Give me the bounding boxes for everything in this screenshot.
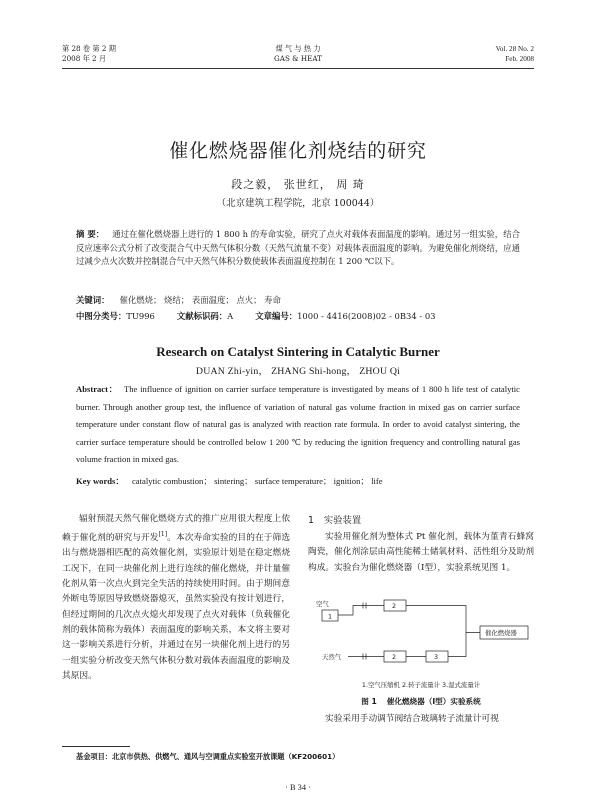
figure-legend: 1.空气压缩机 2.转子流量计 3.湿式流量计 bbox=[361, 681, 481, 689]
volume-issue: 第 28 卷 第 2 期 bbox=[62, 44, 116, 53]
keywords-cn-label: 关键词： bbox=[76, 295, 110, 305]
publication-date: 2008 年 2 月 bbox=[62, 54, 107, 63]
funding-footnote bbox=[76, 752, 536, 762]
section-number: 1 bbox=[308, 515, 314, 526]
label-burner: 催化燃烧器 bbox=[485, 629, 517, 637]
keywords-cn bbox=[76, 294, 520, 306]
footnote-text: 北京市供热、供燃气、通风与空调重点实验室开放课题（KF200601） bbox=[111, 752, 340, 761]
label-box-1: 1 bbox=[328, 612, 333, 621]
keywords-en-label: Key words： bbox=[76, 476, 124, 486]
footnote-label: 基金项目： bbox=[76, 752, 112, 761]
abstract-cn-label: 摘 要： bbox=[76, 229, 105, 239]
keywords-cn-text: 催化燃烧； 烧结； 表面温度； 点火； 寿命 bbox=[119, 295, 281, 305]
footnote-divider bbox=[62, 746, 130, 747]
page-number: · B 34 · bbox=[285, 783, 311, 792]
section-paragraph: 实验用催化剂为整体式 Pt 催化剂，载体为堇青石蜂窝陶瓷，催化剂涂层由高性能稀土储氧材料、活性组分及助剂构成。实验台为催化燃烧器（Ⅰ型），实验系统见图 1。 bbox=[308, 532, 534, 573]
section-paragraph-continued: 实验采用手动调节阀结合玻璃转子流量计可视 bbox=[325, 714, 499, 724]
abstract-en-text: The influence of ignition on carrier surface temperature is investigated by means of 1 800 h life test of catalytic burner. Through another group test, the influence of variation of natural gas volume fraction in mixed gas on carrier surface temperature under constant flow of natural gas is analyzed with reaction rate formula. In order to avoid catalyst sintering, the carrier surface temperature should be controlled below 1 200 ℃ by reducing the ignition frequency and controlling natural gas volume fraction in mixed gas. bbox=[76, 384, 520, 464]
keywords-en-text: catalytic combustion； sintering； surface temperature； ignition； life bbox=[131, 476, 383, 486]
gas-outlet-pipe bbox=[448, 633, 466, 657]
article-no-label: 文章编号： bbox=[255, 311, 298, 321]
intro-text-part1: 辐射预混天然气催化燃烧方式的推广应用很大程度上依赖于催化剂的研究与开发 bbox=[62, 514, 290, 544]
abstract-cn bbox=[76, 228, 520, 269]
authors-cn: 段之毅， 张世红， 周 琦 bbox=[231, 178, 365, 191]
affiliation-cn: （北京建筑工程学院，北京 100044） bbox=[216, 198, 380, 209]
intro-text-part2: 。本次寿命实验的目的在于筛选出与燃烧器相匹配的高效催化剂，实验原计划是在稳定燃烧工况下，在同一块催化剂上进行连续的催化燃烧，并计量催化剂从第一次点火到完全失活的持续使用时间。由于期间意外断电等原因导致燃烧器熄灭，虽然实验没有按计划进行，但经过期间的几次点火熄火却发现了点火对载体（负载催化剂的载体简称为载体）表面温度的影响关系，本文将主要对这一影响关系进行分析，并通过在另一块催化剂上进行的另一组实验分析改变天然气体积分数对载体表面温度的影响及其原因。 bbox=[62, 533, 291, 681]
journal-name-en: GAS & HEAT bbox=[274, 54, 322, 63]
publication-date-en: Feb. 2008 bbox=[505, 55, 534, 63]
figure-caption-text: 催化燃烧器（Ⅰ型）实验系统 bbox=[386, 697, 481, 706]
air-outlet-pipe bbox=[406, 606, 480, 633]
abstract-en bbox=[76, 381, 520, 469]
doc-code-label: 文献标识码： bbox=[176, 311, 228, 321]
keywords-en bbox=[76, 475, 520, 487]
running-header-right bbox=[496, 44, 534, 64]
experimental-system-diagram bbox=[308, 596, 534, 676]
abstract-cn-text: 通过在催化燃烧器上进行的 1 800 h 的寿命实验，研究了点火对载体表面温度的影响。通过另一组实验，结合反应速率公式分析了改变混合气中天然气体积分数（天然气流量不变）对载体表面温度的影响。为避免催化剂烧结，应通过减少点火次数并控制混合气中天然气体积分数使载体表面温度控制在 1 200 ℃以下。 bbox=[76, 229, 521, 267]
paper-title-en: Research on Catalyst Sintering in Catalytic Burner bbox=[156, 344, 440, 359]
air-pipe bbox=[338, 606, 384, 616]
figure-number: 图 1 bbox=[361, 697, 377, 706]
section-title: 实验装置 bbox=[323, 515, 362, 526]
intro-paragraph bbox=[62, 512, 290, 684]
journal-name-cn: 煤 气 与 热 力 bbox=[275, 44, 321, 53]
authors-en: DUAN Zhi-yin， ZHANG Shi-hong， ZHOU Qi bbox=[195, 366, 401, 377]
clc-value: TU996 bbox=[126, 311, 155, 321]
article-no-value: 1000 - 4416(2008)02 - 0B34 - 03 bbox=[297, 311, 436, 321]
label-box-2-top: 2 bbox=[392, 602, 397, 610]
label-box-2-bottom: 2 bbox=[392, 653, 397, 661]
label-box-3: 3 bbox=[434, 653, 439, 661]
abstract-en-label: Abstract： bbox=[76, 384, 118, 394]
label-air: 空气 bbox=[316, 600, 329, 608]
section-heading bbox=[308, 512, 534, 526]
clc-label: 中图分类号： bbox=[76, 311, 127, 321]
volume-issue-en: Vol. 28 No. 2 bbox=[495, 45, 534, 53]
figure-caption bbox=[308, 696, 534, 707]
label-natural-gas: 天然气 bbox=[322, 653, 342, 661]
paper-title-cn: 催化燃烧器催化剂烧结的研究 bbox=[169, 140, 427, 162]
reference-marker: [1] bbox=[158, 531, 168, 539]
classification-line bbox=[76, 310, 520, 322]
doc-code-value: A bbox=[227, 311, 234, 321]
header-divider bbox=[62, 68, 534, 69]
